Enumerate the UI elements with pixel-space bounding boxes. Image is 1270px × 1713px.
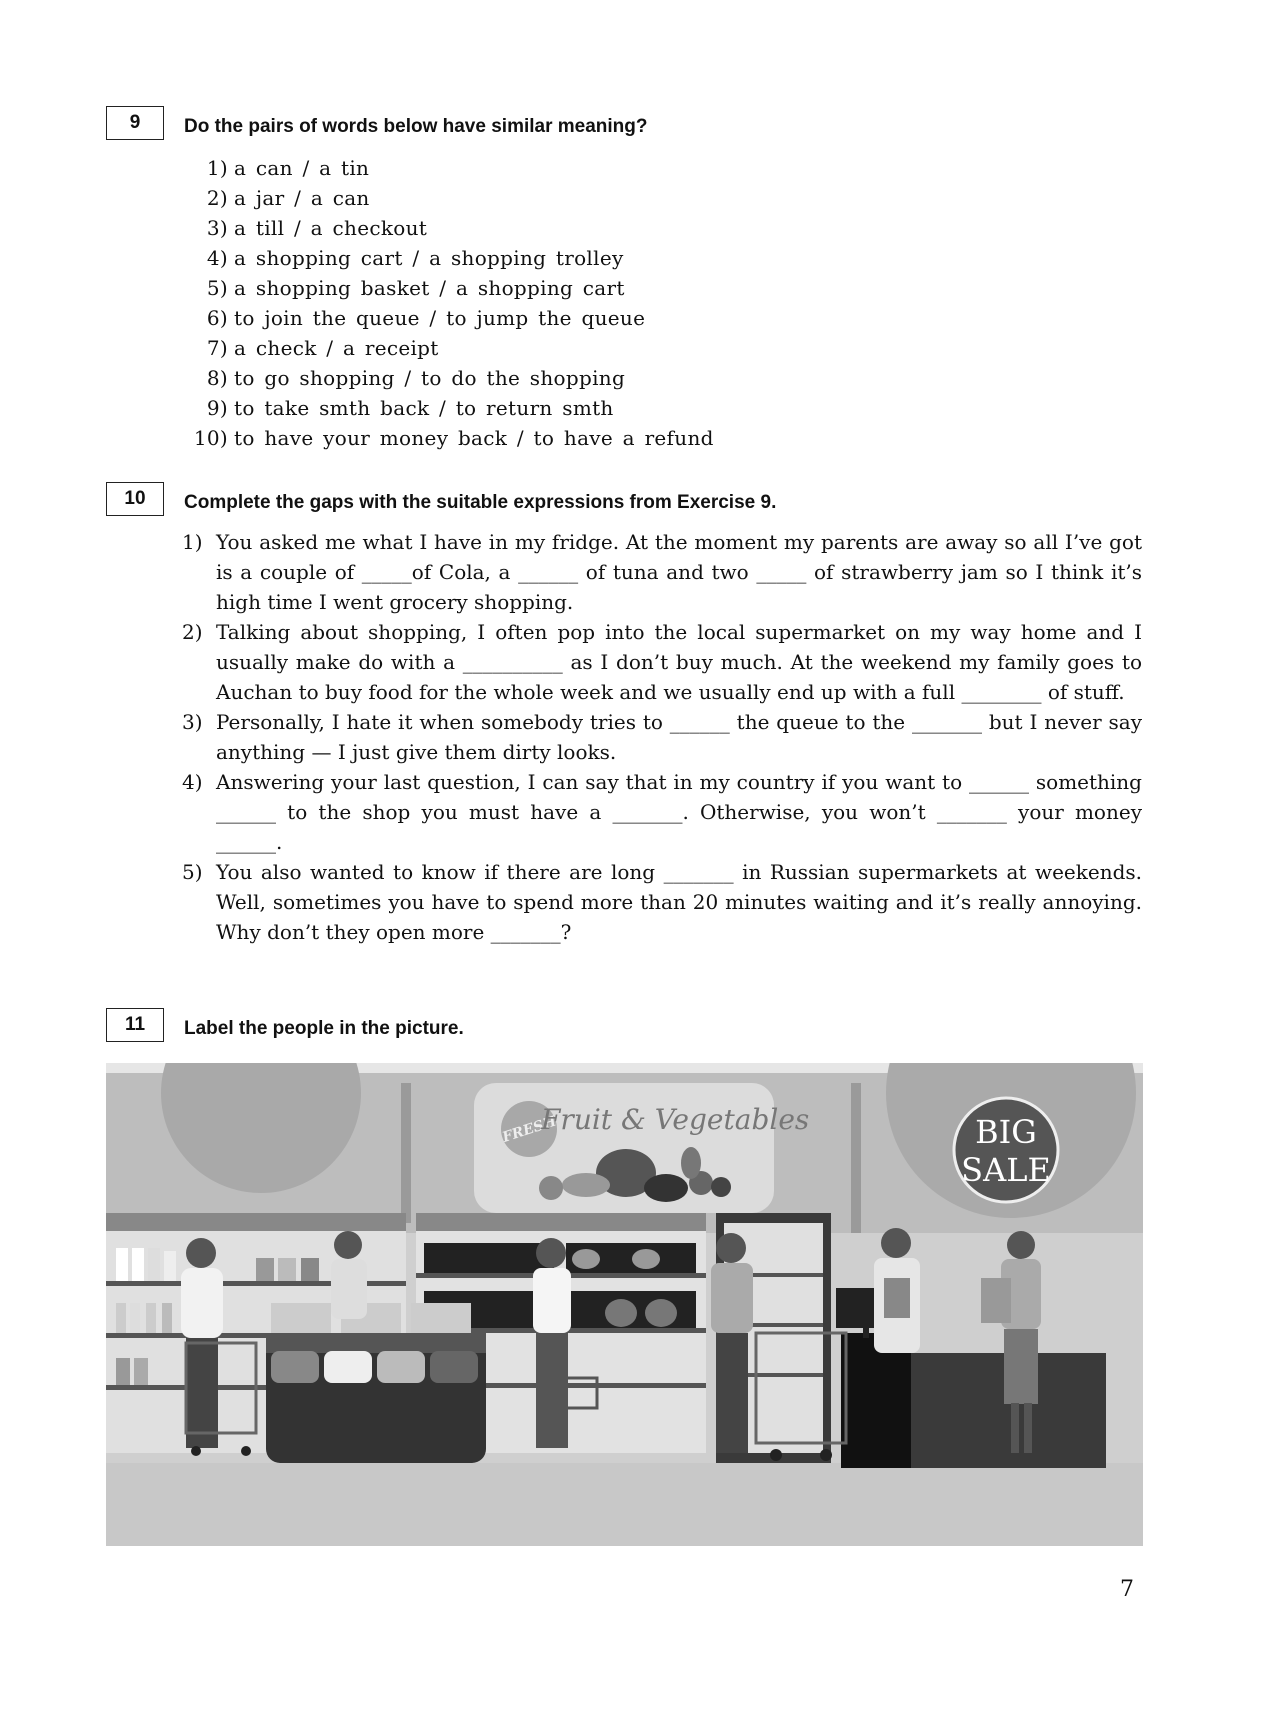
list-item: 9) to take smth back / to return smth bbox=[206, 396, 614, 420]
list-item: 4) a shopping cart / a shopping trolley bbox=[206, 246, 624, 270]
exercise-number: 9 bbox=[106, 106, 164, 140]
produce-display bbox=[266, 1303, 486, 1463]
exercise-number: 10 bbox=[106, 482, 164, 516]
list-item: 3) a till / a checkout bbox=[206, 216, 428, 240]
sign-fresh-label: FRESH bbox=[500, 1113, 559, 1146]
list-item: 2) a jar / a can bbox=[206, 186, 370, 210]
list-item: 6) to join the queue / to jump the queue bbox=[206, 306, 646, 330]
list-item: 10) to have your money back / to have a refund bbox=[193, 426, 714, 450]
exercise-11-header bbox=[106, 1008, 1146, 1046]
sale-line-1: BIG bbox=[975, 1113, 1037, 1151]
exercise-number: 11 bbox=[106, 1008, 164, 1042]
list-item: 7) a check / a receipt bbox=[206, 336, 439, 360]
list-item: 4) Answering your last question, I can say that in my country if you want to ______ something ______ to the shop you must have a _______. Otherwise, you won’t _______ your money ______. bbox=[182, 770, 1142, 854]
list-item: 1) a can / a tin bbox=[206, 156, 370, 180]
shop-assistant-woman bbox=[331, 1231, 367, 1319]
sign-fruit-label: Fruit & Vegetables bbox=[541, 1103, 810, 1136]
supermarket-illustration bbox=[106, 1063, 1143, 1546]
exercise-10-list bbox=[182, 527, 1142, 947]
sale-line-2: SALE bbox=[961, 1151, 1051, 1189]
list-item: 3) Personally, I hate it when somebody tries to ______ the queue to the _______ but I never say anything — I just give them dirty looks. bbox=[182, 710, 1142, 764]
exercise-9-header bbox=[106, 106, 1146, 144]
exercise-instruction: Complete the gaps with the suitable expressions from Exercise 9. bbox=[184, 492, 777, 513]
list-item: 1) You asked me what I have in my fridge. At the moment my parents are away so all I’ve got is a couple of _____of Cola, a ______ of tuna and two _____ of strawberry jam so I think it’s high time I went grocery shopping. bbox=[182, 530, 1142, 614]
exercise-instruction: Do the pairs of words below have similar meaning? bbox=[184, 116, 648, 137]
exercise-instruction: Label the people in the picture. bbox=[184, 1018, 464, 1039]
exercise-10-header bbox=[106, 482, 1146, 520]
list-item: 5) You also wanted to know if there are long _______ in Russian supermarkets at weekends. Well, sometimes you have to spend more than 20 minutes waiting and it’s really annoying. Why don’t they open more _______? bbox=[182, 860, 1142, 944]
list-item: 2) Talking about shopping, I often pop into the local supermarket on my way home and I usually make do with a __________ as I don’t buy much. At the weekend my family goes to Auchan to buy food for the whole week and we usually end up with a full ________ of stuff. bbox=[182, 620, 1142, 704]
page-number: 7 bbox=[1120, 1577, 1134, 1602]
list-item: 8) to go shopping / to do the shopping bbox=[206, 366, 626, 390]
exercise-9-list bbox=[184, 153, 714, 453]
list-item: 5) a shopping basket / a shopping cart bbox=[206, 276, 625, 300]
